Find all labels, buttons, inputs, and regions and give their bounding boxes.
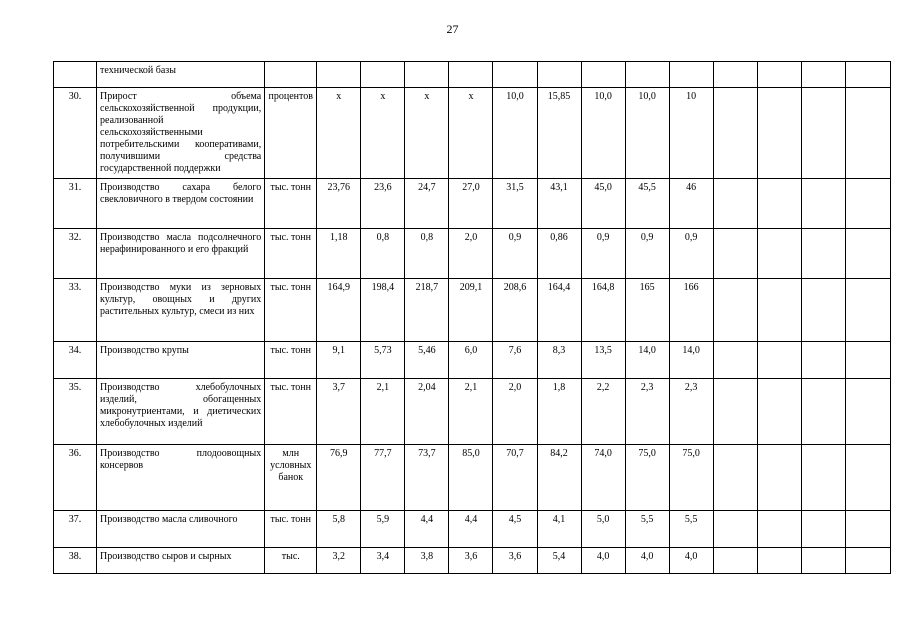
value-cell: 4,4 [405,511,449,548]
unit-cell: млн условных банок [265,445,317,511]
value-cell: 5,5 [625,511,669,548]
value-cell: 75,0 [669,445,713,511]
value-cell: 4,0 [669,548,713,574]
value-cell: 4,1 [537,511,581,548]
value-cell [317,62,361,88]
value-cell: 2,04 [405,379,449,445]
row-number: 38. [54,548,97,574]
value-cell: 0,86 [537,229,581,279]
value-cell: 31,5 [493,179,537,229]
indicator-name: Производство масла подсолнечного нерафинированного и его фракций [97,229,265,279]
value-cell [757,229,801,279]
indicator-name: Производство хлебобулочных изделий, обогащенных микронутриентами, и диетических хлебобулочных изделий [97,379,265,445]
value-cell [757,88,801,179]
value-cell [845,179,890,229]
value-cell: 166 [669,279,713,342]
value-cell: 2,1 [361,379,405,445]
value-cell: 85,0 [449,445,493,511]
value-cell: 8,3 [537,342,581,379]
value-cell [713,548,757,574]
value-cell: 5,5 [669,511,713,548]
unit-cell: тыс. тонн [265,511,317,548]
value-cell: 5,46 [405,342,449,379]
value-cell: 76,9 [317,445,361,511]
unit-cell: тыс. тонн [265,229,317,279]
value-cell: 27,0 [449,179,493,229]
value-cell: 73,7 [405,445,449,511]
value-cell [757,511,801,548]
indicators-table [53,61,891,574]
value-cell: 10,0 [493,88,537,179]
table-row [54,379,891,445]
value-cell [537,62,581,88]
value-cell: 3,7 [317,379,361,445]
table-row [54,445,891,511]
unit-cell: тыс. тонн [265,179,317,229]
value-cell [713,62,757,88]
value-cell: 10,0 [581,88,625,179]
value-cell [757,445,801,511]
unit-cell [265,62,317,88]
value-cell: 10 [669,88,713,179]
value-cell: 5,4 [537,548,581,574]
value-cell [801,279,845,342]
indicator-name: Производство муки из зерновых культур, овощных и других растительных культур, смеси из них [97,279,265,342]
value-cell: 75,0 [625,445,669,511]
value-cell [845,62,890,88]
value-cell: 5,73 [361,342,405,379]
value-cell [845,229,890,279]
value-cell: 6,0 [449,342,493,379]
value-cell [801,342,845,379]
indicator-name: Производство крупы [97,342,265,379]
row-number: 37. [54,511,97,548]
value-cell: 74,0 [581,445,625,511]
value-cell: 3,8 [405,548,449,574]
table-row [54,88,891,179]
value-cell: 3,2 [317,548,361,574]
value-cell: 2,2 [581,379,625,445]
value-cell [493,62,537,88]
value-cell: 4,5 [493,511,537,548]
value-cell [713,229,757,279]
table-row [54,62,891,88]
value-cell: 14,0 [625,342,669,379]
value-cell: 218,7 [405,279,449,342]
value-cell [625,62,669,88]
indicator-name: Производство масла сливочного [97,511,265,548]
value-cell: 2,0 [493,379,537,445]
value-cell [845,379,890,445]
value-cell: 45,0 [581,179,625,229]
value-cell: 0,9 [493,229,537,279]
value-cell [361,62,405,88]
value-cell: 0,9 [581,229,625,279]
value-cell [405,62,449,88]
value-cell: 3,4 [361,548,405,574]
value-cell: 208,6 [493,279,537,342]
page-number: 27 [446,22,459,36]
row-number: 33. [54,279,97,342]
value-cell [845,279,890,342]
value-cell [757,548,801,574]
value-cell [713,342,757,379]
value-cell: 209,1 [449,279,493,342]
value-cell: 84,2 [537,445,581,511]
row-number: 34. [54,342,97,379]
value-cell: 2,3 [625,379,669,445]
indicator-name: технической базы [97,62,265,88]
indicator-name: Производство плодоовощных консервов [97,445,265,511]
value-cell: 3,6 [493,548,537,574]
value-cell [713,88,757,179]
value-cell: 0,8 [405,229,449,279]
value-cell [713,511,757,548]
value-cell [713,379,757,445]
value-cell: 15,85 [537,88,581,179]
value-cell: 1,8 [537,379,581,445]
value-cell: 9,1 [317,342,361,379]
indicator-name: Производство сыров и сырных [97,548,265,574]
value-cell: 23,76 [317,179,361,229]
value-cell: 3,6 [449,548,493,574]
value-cell [845,445,890,511]
value-cell: 43,1 [537,179,581,229]
table-row [54,279,891,342]
value-cell [757,379,801,445]
value-cell [845,548,890,574]
row-number [54,62,97,88]
value-cell: 14,0 [669,342,713,379]
value-cell [757,342,801,379]
value-cell: 0,9 [669,229,713,279]
value-cell [801,62,845,88]
value-cell [581,62,625,88]
value-cell [801,445,845,511]
value-cell [801,179,845,229]
value-cell [845,511,890,548]
row-number: 36. [54,445,97,511]
value-cell: 164,9 [317,279,361,342]
value-cell: х [317,88,361,179]
value-cell: 13,5 [581,342,625,379]
value-cell: 4,0 [581,548,625,574]
value-cell: 198,4 [361,279,405,342]
value-cell [801,88,845,179]
value-cell: 164,8 [581,279,625,342]
value-cell: 5,9 [361,511,405,548]
table-row [54,511,891,548]
value-cell: х [449,88,493,179]
unit-cell: тыс. тонн [265,279,317,342]
table-row [54,179,891,229]
value-cell [449,62,493,88]
indicator-name: Производство сахара белого свекловичного в твердом состоянии [97,179,265,229]
value-cell [801,548,845,574]
row-number: 30. [54,88,97,179]
table-row [54,548,891,574]
value-cell: 2,0 [449,229,493,279]
value-cell: 5,8 [317,511,361,548]
value-cell: 164,4 [537,279,581,342]
value-cell [713,445,757,511]
value-cell: 10,0 [625,88,669,179]
value-cell [845,342,890,379]
value-cell: 0,8 [361,229,405,279]
value-cell: 46 [669,179,713,229]
value-cell [757,279,801,342]
value-cell: х [361,88,405,179]
value-cell: 165 [625,279,669,342]
table-row [54,229,891,279]
value-cell: 24,7 [405,179,449,229]
value-cell [713,279,757,342]
value-cell: х [405,88,449,179]
value-cell: 1,18 [317,229,361,279]
row-number: 35. [54,379,97,445]
value-cell: 77,7 [361,445,405,511]
unit-cell: тыс. [265,548,317,574]
value-cell: 45,5 [625,179,669,229]
row-number: 31. [54,179,97,229]
value-cell [713,179,757,229]
value-cell: 5,0 [581,511,625,548]
value-cell [801,379,845,445]
unit-cell: тыс. тонн [265,342,317,379]
value-cell [757,179,801,229]
table-row [54,342,891,379]
value-cell: 23,6 [361,179,405,229]
value-cell [669,62,713,88]
value-cell: 2,1 [449,379,493,445]
value-cell: 4,0 [625,548,669,574]
value-cell: 4,4 [449,511,493,548]
value-cell: 2,3 [669,379,713,445]
value-cell [757,62,801,88]
value-cell: 0,9 [625,229,669,279]
unit-cell: тыс. тонн [265,379,317,445]
value-cell [801,511,845,548]
indicator-name: Прирост объема сельскохозяйственной продукции, реализованной сельскохозяйственными потребительскими кооперативами, получившими средства государственной поддержки [97,88,265,179]
value-cell: 7,6 [493,342,537,379]
row-number: 32. [54,229,97,279]
unit-cell: процентов [265,88,317,179]
value-cell: 70,7 [493,445,537,511]
value-cell [801,229,845,279]
value-cell [845,88,890,179]
